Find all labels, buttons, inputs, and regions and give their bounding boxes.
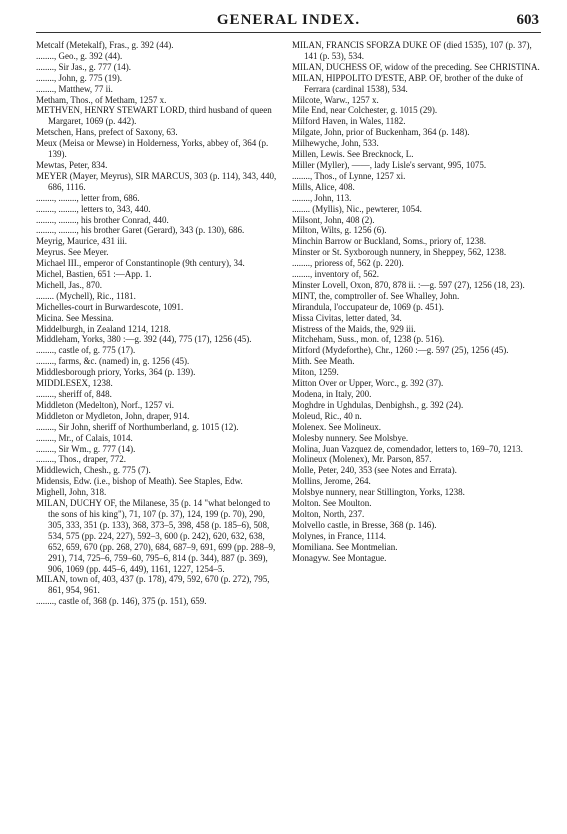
- index-entry: Mitton Over or Upper, Worc., g. 392 (37).: [292, 378, 444, 389]
- index-entry: Moleud, Ric., 40 n.: [292, 410, 362, 421]
- index-entry: Molvello castle, in Bresse, 368 (p. 146).: [292, 519, 437, 530]
- index-entry: Mewtas, Peter, 834.: [36, 159, 108, 170]
- index-entry: ........, Thos., draper, 772.: [36, 454, 126, 465]
- index-entry: Mitcheham, Suss., mon. of, 1238 (p. 516).: [292, 334, 445, 345]
- index-entry: ........, ........, his brother Conrad, 440.: [36, 214, 169, 225]
- index-column-left: [36, 40, 282, 607]
- index-entry: Molle, Peter, 240, 353 (see Notes and Errata).: [292, 465, 457, 476]
- index-entry: Molenex. See Molineux.: [292, 421, 381, 432]
- index-entry: Michelles-court in Burwardescote, 1091.: [36, 301, 184, 312]
- index-entry: Middleham, Yorks, 380 :—g. 392 (44), 775 (17), 1256 (45).: [36, 334, 252, 345]
- index-entry: Michel, Bastien, 651 :—App. 1.: [36, 269, 152, 280]
- index-entry: MIDDLESEX, 1238.: [36, 378, 113, 389]
- index-entry: Michell, Jas., 870.: [36, 279, 102, 290]
- index-entry: ........, Thos., of Lynne, 1257 xi.: [292, 170, 406, 181]
- index-entry: Molineux (Molenex), Mr. Parson, 857.: [292, 454, 432, 465]
- index-entry: Milgate, John, prior of Buckenham, 364 (p. 148).: [292, 127, 470, 138]
- index-entry: Meux (Meisa or Mewse) in Holderness, Yorks, abbey of, 364 (p. 139).: [36, 138, 269, 160]
- index-entry: Milsont, John, 408 (2).: [292, 214, 375, 225]
- index-entry: Midensis, Edw. (i.e., bishop of Meath). See Staples, Edw.: [36, 476, 243, 487]
- index-entry: Mollins, Jerome, 264.: [292, 476, 371, 487]
- index-entry: Mirandula, l'occupateur de, 1069 (p. 451).: [292, 301, 444, 312]
- index-entry: MILAN, FRANCIS SFORZA DUKE OF (died 1535), 107 (p. 37), 141 (p. 53), 534.: [292, 40, 532, 61]
- index-entry: Middlesborough priory, Yorks, 364 (p. 139).: [36, 367, 196, 378]
- index-entry: Millen, Lewis. See Brecknock, L.: [292, 149, 414, 160]
- index-entry: Molynes, in France, 1114.: [292, 530, 386, 541]
- running-header: [36, 10, 541, 33]
- index-entry: ........, John, 113.: [292, 192, 352, 203]
- index-entry: Milford Haven, in Wales, 1182.: [292, 116, 406, 127]
- index-entry: Minchin Barrow or Buckland, Soms., priory of, 1238.: [292, 236, 486, 247]
- index-entry: ........, Matthew, 77 ii.: [36, 83, 113, 94]
- index-entry: Metham, Thos., of Metham, 1257 x.: [36, 94, 167, 105]
- index-entry: Monagyw. See Montague.: [292, 552, 387, 563]
- index-entry: ........ (Myllis), Nic., pewterer, 1054.: [292, 203, 422, 214]
- index-entry: Molesby nunnery. See Molsbye.: [292, 432, 409, 443]
- index-entry: Molina, Juan Vazquez de, comendador, letters to, 169–70, 1213.: [292, 443, 523, 454]
- index-entry: Middleton or Mydleton, John, draper, 914.: [36, 410, 190, 421]
- index-entry: ........, ........, his brother Garet (Gerard), 343 (p. 130), 686.: [36, 225, 245, 236]
- index-entry: MILAN, DUCHY OF, the Milanese, 35 (p. 14 "what belonged to the sons of his king"), 71, 107 (p. 37), 124, 199 (p. 70), 290, 305, 333, 351 (p. 133), 368, 373–5, 398, 458 (p. 185–6), 508, 534, 575 (pp. 224, 227), 592–3, 600 (p. 242), 620, 632, 638, 652, 659, 670 (pp. 268, 270), 684, 687–9, 691, 699 (pp. 288–9, 291), 714, 725–6, 759–60, 795–6, 814 (p. 344), 887 (p. 369), 906, 1069 (pp. 445–6, 449), 1161, 1227, 1254–5.: [36, 498, 276, 574]
- index-entry: ........, castle of, g. 775 (17).: [36, 345, 136, 356]
- index-entry: Metschen, Hans, prefect of Saxony, 63.: [36, 127, 178, 138]
- index-entry: ........, ........, letters to, 343, 440.: [36, 203, 151, 214]
- index-entry: Momiliana. See Montmelian.: [292, 541, 398, 552]
- index-entry: MILAN, DUCHESS OF, widow of the preceding. See CHRISTINA.: [292, 61, 540, 72]
- index-entry: Miton, 1259.: [292, 367, 339, 378]
- index-entry: Mitford (Mydeforthe), Chr., 1260 :—g. 597 (25), 1256 (45).: [292, 345, 509, 356]
- index-entry: Milhewyche, John, 533.: [292, 138, 379, 149]
- index-entry: Molton. See Moulton.: [292, 498, 372, 509]
- index-entry: Minster Lovell, Oxon, 870, 878 ii. :—g. 597 (27), 1256 (18, 23).: [292, 279, 525, 290]
- index-entry: MILAN, HIPPOLITO D'ESTE, ABP. OF, brother of the duke of Ferrara (cardinal 1538), 534.: [292, 72, 523, 94]
- index-entry: Molton, North, 237.: [292, 508, 365, 519]
- index-entry: Miller (Myller), ——, lady Lisle's servant, 995, 1075.: [292, 159, 487, 170]
- index-entry: Milton, Wilts, g. 1256 (6).: [292, 225, 387, 236]
- index-entry: Middlewich, Chesh., g. 775 (7).: [36, 465, 151, 476]
- index-entry: ........, sheriff of, 848.: [36, 389, 112, 399]
- index-entry: MEYER (Mayer, Meyrus), SIR MARCUS, 303 (p. 114), 343, 440, 686, 1116.: [36, 170, 277, 192]
- index-entry: Michael III., emperor of Constantinople (9th century), 34.: [36, 258, 245, 269]
- index-entry: MILAN, town of, 403, 437 (p. 178), 479, 592, 670 (p. 272), 795, 861, 954, 961.: [36, 574, 270, 596]
- index-entry: ........, castle of, 368 (p. 146), 375 (p. 151), 659.: [36, 596, 207, 607]
- index-entry: ........, Sir Jas., g. 777 (14).: [36, 61, 131, 72]
- index-entry: Mile End, near Colchester, g. 1015 (29).: [292, 105, 438, 116]
- index-entry: Meyrig, Maurice, 431 iii.: [36, 236, 127, 247]
- index-entry: Micina. See Messina.: [36, 312, 114, 323]
- index-entry: Milcote, Warw., 1257 x.: [292, 94, 379, 105]
- index-entry: Middelburgh, in Zealand 1214, 1218.: [36, 323, 171, 334]
- index-entry: ........ (Mychell), Ric., 1181.: [36, 290, 136, 301]
- index-entry: ........, Sir Wm., g. 777 (14).: [36, 443, 136, 454]
- index-entry: ........, Geo., g. 392 (44).: [36, 50, 123, 61]
- index-entry: Metcalf (Metekalf), Fras., g. 392 (44).: [36, 40, 174, 50]
- index-entry: Missa Civitas, letter dated, 34.: [292, 312, 402, 323]
- index-column-right: [292, 40, 546, 564]
- index-entry: ........, inventory of, 562.: [292, 269, 379, 280]
- index-entry: Mighell, John, 318.: [36, 487, 107, 498]
- index-entry: Molsbye nunnery, near Stillington, Yorks, 1238.: [292, 487, 465, 498]
- index-entry: ........, Sir John, sheriff of Northumberland, g. 1015 (12).: [36, 421, 239, 432]
- index-entry: Mith. See Meath.: [292, 356, 355, 367]
- index-entry: ........, Mr., of Calais, 1014.: [36, 432, 133, 443]
- index-entry: Moghdre in Ughdulas, Denbighsh., g. 392 (24).: [292, 399, 464, 410]
- index-entry: Meyrus. See Meyer.: [36, 247, 109, 258]
- index-entry: Modena, in Italy, 200.: [292, 389, 372, 399]
- index-entry: Minster or St. Syxborough nunnery, in Sheppey, 562, 1238.: [292, 247, 507, 258]
- index-entry: MINT, the, comptroller of. See Whalley, John.: [292, 290, 460, 301]
- index-entry: ........, prioress of, 562 (p. 220).: [292, 258, 404, 269]
- index-entry: Mills, Alice, 408.: [292, 181, 355, 192]
- page-number: 603: [516, 12, 539, 28]
- page-title: GENERAL INDEX.: [216, 12, 361, 28]
- index-entry: METHVEN, HENRY STEWART LORD, third husband of queen Margaret, 1069 (p. 442).: [36, 105, 272, 127]
- index-entry: Mistress of the Maids, the, 929 iii.: [292, 323, 416, 334]
- index-entry: ........, John, g. 775 (19).: [36, 72, 122, 83]
- index-entry: ........, farms, &c. (named) in, g. 1256 (45).: [36, 356, 190, 367]
- index-entry: ........, ........, letter from, 686.: [36, 192, 140, 203]
- index-entry: Middleton (Medelton), Norf., 1257 vi.: [36, 399, 174, 410]
